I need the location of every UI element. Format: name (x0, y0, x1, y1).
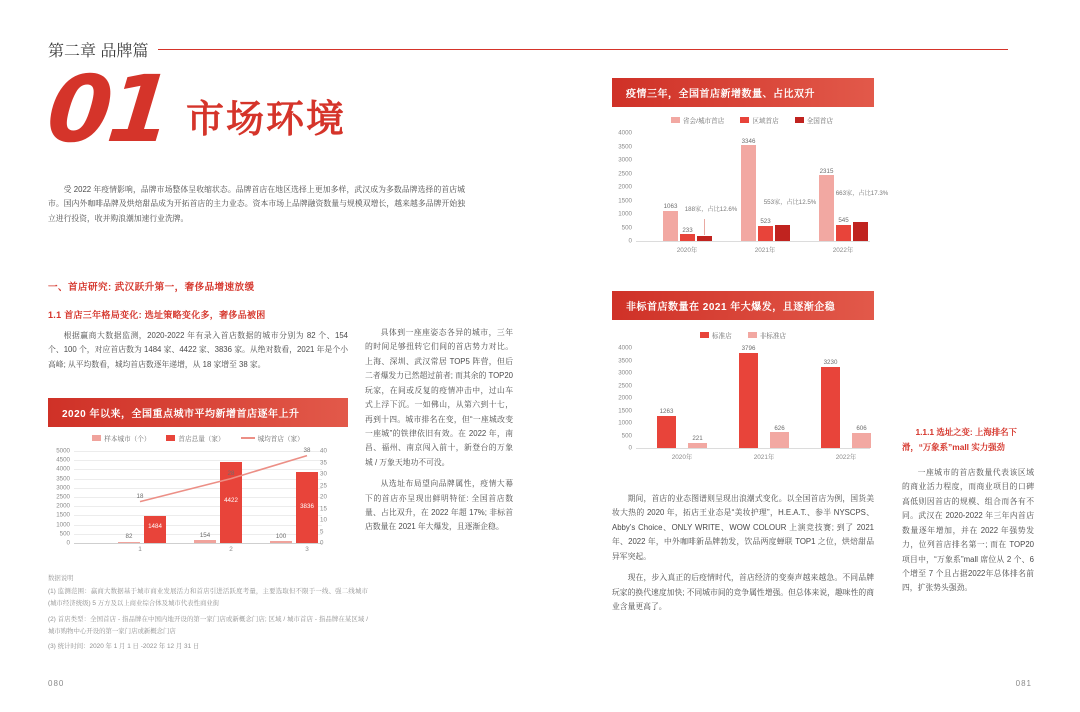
y-axis-tick: 500 (59, 530, 70, 538)
chart-nonstandard-stores-title: 非标首店数量在 2021 年大爆发，且逐渐企稳 (612, 291, 874, 320)
y-axis-tick: 5000 (56, 447, 70, 455)
chapter-header (48, 38, 1008, 61)
y-axis-tick: 1500 (618, 197, 632, 204)
bar-national (697, 236, 712, 241)
x-axis-tick: 1 (138, 546, 142, 553)
y-axis-tick: 2500 (618, 170, 632, 177)
bar-nonstandard-store (688, 443, 707, 449)
y-axis-tick: 1500 (56, 511, 70, 519)
page-title: 市场环境 (186, 99, 347, 142)
chart-national-firsts (612, 78, 889, 267)
y2-axis-tick: 10 (320, 516, 327, 524)
middle-column (365, 326, 513, 542)
bar-national (775, 225, 790, 241)
legend-swatch-icon (92, 435, 101, 441)
chart-city-average-title: 2020 年以来，全国重点城市平均新增首店逐年上升 (48, 398, 348, 427)
legend-swatch-icon (700, 332, 709, 338)
bar-value-label: 154 (199, 532, 211, 539)
data-notes-title: 数据说明 (48, 575, 74, 582)
legend-label: 样本城市（个） (104, 436, 151, 443)
bar-value-label: 626 (774, 425, 785, 432)
bar-value-label: 606 (856, 425, 867, 432)
right-middle-paragraph: 现在，步入真正的后疫情时代，首店经济的变奏声越来越急。不同品牌玩家的换代速度加快; 不同城市间的竞争属性增强。但总体来说，趣味性的商业含量更高了。 (612, 573, 874, 611)
subsection-heading: 1.1 首店三年格局变化: 选址策略变化多，奢侈品被困 (48, 310, 266, 320)
y2-axis-tick: 5 (320, 528, 324, 535)
bar-value-label: 3230 (823, 359, 838, 366)
legend-label: 全国首店 (806, 118, 834, 125)
middle-column-paragraph: 具体到一座座姿态各异的城市，三年的时间足够扭转它们间的首店势力对比。上海、深圳、武汉常居 TOP5 阵营，但后二者爆发力已然超过前者; 而其余的 TOP20 玩家，在间或反复的疫情冲击中，过山车式上浮下沉。一如佛山，从第六到十七，再到十四。城市排名在变，但“一座城改变一座城”的铁律依旧有效。在 2022 年，南昌、福州、南京闯入前十，新登台的万象城 / 万象天地功不可没。 (365, 328, 514, 467)
y-axis-tick: 2000 (56, 502, 70, 510)
y-axis-tick: 1000 (56, 521, 70, 529)
bar-nonstandard-store (770, 432, 789, 448)
right-subsection-heading: 1.1.1 选址之变: 上海排名下滑，“万象系”mall 实力强劲 (902, 427, 1017, 452)
bar-value-label: 3836 (300, 503, 314, 510)
x-axis-tick: 2 (229, 546, 233, 553)
legend-swatch-icon (166, 435, 175, 441)
bar-standard-store (739, 353, 758, 448)
right-column (902, 466, 1034, 603)
y-axis-tick: 4500 (56, 456, 70, 464)
y-axis-tick: 2000 (618, 183, 632, 191)
x-axis-tick: 2022年 (835, 454, 857, 461)
chart-nonstandard-stores-body (612, 320, 874, 468)
data-note-item: (2) 首店类型：全国首店 - 指品牌在中国内地开设的第一家门店或新概念门店; 区域 / 城市首店 - 指品牌在某区域 / 城市购物中心开设的第一家门店或新概念门店 (48, 615, 368, 635)
chart-national-firsts-title: 疫情三年，全国首店新增数量、占比双升 (612, 78, 874, 107)
bar-value-label: 2315 (819, 168, 834, 175)
legend-item-regional-first-store (740, 115, 778, 125)
y2-axis-tick: 25 (320, 482, 327, 489)
bar-provincial-city (741, 145, 756, 241)
legend-item-national-first-store (795, 115, 833, 125)
bar-value-label: 1263 (659, 408, 674, 415)
legend-label: 区域首店 (752, 118, 779, 125)
chart-nonstandard-stores-plot (612, 342, 874, 464)
y-axis-tick: 4000 (56, 465, 70, 473)
page-number-left: 080 (48, 679, 65, 688)
bar-value-label: 3796 (741, 345, 756, 352)
bar-standard-store (821, 367, 840, 448)
legend-item-nonstandard-store (748, 330, 786, 340)
chapter-rule (158, 49, 1008, 50)
y-axis-tick: 3000 (56, 484, 70, 492)
legend-label: 非标准店 (759, 333, 787, 340)
data-notes (48, 573, 368, 657)
y-axis-tick: 2500 (56, 493, 70, 501)
y-axis-tick: 3000 (618, 156, 632, 164)
legend-item-sample-cities (92, 433, 150, 443)
right-middle-column (612, 492, 874, 621)
y2-axis-tick: 30 (320, 470, 327, 478)
legend-label: 城均首店（家） (257, 436, 304, 443)
legend-swatch-icon (671, 117, 680, 123)
legend-item-provincial-city-first-store (671, 115, 724, 125)
bar-value-label: 221 (692, 435, 703, 442)
bar-value-label: 1484 (148, 523, 162, 530)
y-axis-tick: 0 (66, 539, 70, 547)
y-axis-tick: 1000 (618, 210, 632, 218)
y-axis-tick: 2500 (618, 382, 632, 389)
chart-nonstandard-stores-legend (612, 330, 874, 340)
chapter-label: 第二章 品牌篇 (48, 43, 149, 60)
middle-column-paragraph: 从选址布局望向品牌属性，疫情大幕下的首店亦呈现出鲜明特征: 全国首店数量、占比双升，在 2022 年超 17%; 非标首店数量在 2021 年大爆发，且逐渐企稳。 (365, 479, 513, 532)
legend-swatch-icon (748, 332, 757, 338)
chart-city-average-plot (48, 445, 348, 563)
bar-value-label: 523 (760, 218, 771, 225)
chart-national-firsts-body (612, 107, 889, 267)
bar-value-label: 1063 (663, 203, 678, 210)
chart-city-average (48, 398, 348, 577)
section-heading: 一、首店研究: 武汉跃升第一，奢侈品增速放缓 (48, 282, 255, 293)
bar-value-label: 82 (125, 533, 133, 540)
y-axis-tick: 3500 (56, 475, 70, 483)
bar-value-label: 663家，占比17.3% (835, 190, 889, 197)
y2-axis-tick: 0 (320, 539, 324, 547)
bar-regional (836, 225, 851, 241)
bar-national (853, 222, 868, 241)
bar-value-label: 3346 (741, 138, 756, 145)
left-column (48, 329, 348, 379)
bar-value-label: 4422 (224, 497, 238, 504)
legend-label: 首店总量（家） (178, 436, 225, 443)
line-point-label: 38 (303, 447, 311, 454)
chart-nonstandard-stores (612, 291, 874, 468)
bar-value-label: 545 (838, 217, 849, 224)
x-axis-tick: 3 (305, 546, 309, 553)
bar-regional (758, 226, 773, 241)
left-column-paragraph: 根据赢商大数据监测，2020-2022 年有录入首店数据的城市分别为 82 个、154 个、100 个，对应首店数为 1484 家、4422 家、3836 家。从绝对数看，2021 年是个小高峰; 从平均数看，城均首店数逐年递增，从 18 家增至 38 家。 (48, 331, 348, 369)
page-number-right: 081 (1015, 679, 1032, 688)
bar-standard-store (657, 416, 676, 448)
chart-national-firsts-legend (630, 115, 874, 125)
x-axis-tick: 2022年 (832, 247, 854, 254)
line-point-label: 18 (136, 493, 144, 500)
legend-label: 标准店 (711, 333, 732, 340)
legend-item-standard-store (700, 330, 732, 340)
legend-swatch-icon (795, 117, 804, 123)
y-axis-tick: 3500 (618, 143, 632, 150)
y-axis-tick: 4000 (618, 129, 632, 137)
bar-value-label: 553家，占比12.5% (763, 199, 817, 206)
y2-axis-tick: 35 (320, 459, 327, 466)
intro-paragraph-block (48, 183, 465, 233)
x-axis-tick: 2021年 (754, 247, 776, 254)
legend-swatch-icon (740, 117, 749, 123)
y-axis-tick: 500 (621, 224, 632, 231)
x-axis-tick: 2020年 (676, 247, 698, 254)
hero-block (42, 56, 347, 163)
legend-label: 省会/城市首店 (682, 118, 725, 125)
y-axis-tick: 0 (628, 237, 632, 245)
x-axis-tick: 2020年 (671, 454, 693, 461)
hero-number: 01 (42, 56, 174, 163)
y-axis-tick: 4000 (618, 344, 632, 352)
bar-provincial-city (819, 175, 834, 241)
chart-city-average-legend (48, 433, 348, 443)
legend-item-total-stores (166, 433, 224, 443)
bar-value-label: 100 (275, 533, 287, 540)
legend-item-city-average (241, 433, 304, 443)
y2-axis-tick: 15 (320, 505, 327, 512)
y-axis-tick: 3500 (618, 357, 632, 364)
trend-line (48, 445, 348, 563)
y-axis-tick: 500 (621, 432, 632, 439)
line-point-label: 28 (227, 470, 235, 477)
data-note-item: (1) 监测范围：赢商大数据基于城市商业发展活力和首店引进活跃度考量，主要选取但不限于一线、强二线城市 (城市经济统级) 5 万方及以上商业综合体及城市代表性商业街 (48, 588, 368, 607)
bar-value-label: 233 (682, 227, 693, 234)
legend-line-icon (241, 437, 255, 439)
bar-regional (680, 234, 695, 241)
y-axis-tick: 3000 (618, 369, 632, 377)
chart-city-average-body (48, 427, 348, 577)
bar-provincial-city (663, 211, 678, 241)
bar-nonstandard-store (852, 433, 871, 448)
right-column-paragraph: 一座城市的首店数量代表该区域的商业活力程度，而商业项目的口碑高低则因首店的规模、组合而各有不同。武汉在 2020-2022 年三年内首店数量逐年增加，并在 2022 年强势发力，位列首店排名第一; 而在 TOP20 项目中，“万象系”mall 席位从 2 个、6 个增至 7 个且占据2022年总体排名前四，扩张势头强劲。 (902, 468, 1034, 593)
y-axis-tick: 0 (628, 444, 632, 452)
y-axis-tick: 1000 (618, 419, 632, 427)
intro-paragraph: 受 2022 年疫情影响，品牌市场整体呈收缩状态。品牌首店在地区选择上更加多样，武汉成为多数品牌选择的首店城市。国内外咖啡品牌及烘焙甜品成为开拓首店的主力业态。资本市场上品牌融资数量与规模双增长，越来越多品牌开始独立进行投资，收并购浪潮加速行业洗牌。 (48, 185, 465, 223)
y-axis-tick: 2000 (618, 394, 632, 402)
y2-axis-tick: 20 (320, 493, 327, 501)
bar-value-label: 188家，占比12.6% (684, 206, 738, 213)
y-axis-tick: 1500 (618, 407, 632, 414)
data-note-item: (3) 统计时间：2020 年 1 月 1 日 -2022 年 12 月 31 日 (48, 643, 200, 651)
chart-national-firsts-plot (612, 127, 889, 265)
x-axis-tick: 2021年 (753, 454, 775, 461)
y2-axis-tick: 40 (320, 447, 327, 455)
right-middle-paragraph: 期间，首店的业态图谱则呈现出浪潮式变化。以全国首店为例，国货美妆大热的 2020 年，拓店王业态是“美妆护理”，H.E.A.T.、参半 NYSCPS、Abby’s Choice、ONLY WRITE、WOW COLOUR 上演竞技赛; 到了 2021 年、2022 年，中外咖啡新品牌勃发，饮品两度蝉联 TOP1 之位，烘焙甜品异军突起。 (612, 494, 874, 561)
